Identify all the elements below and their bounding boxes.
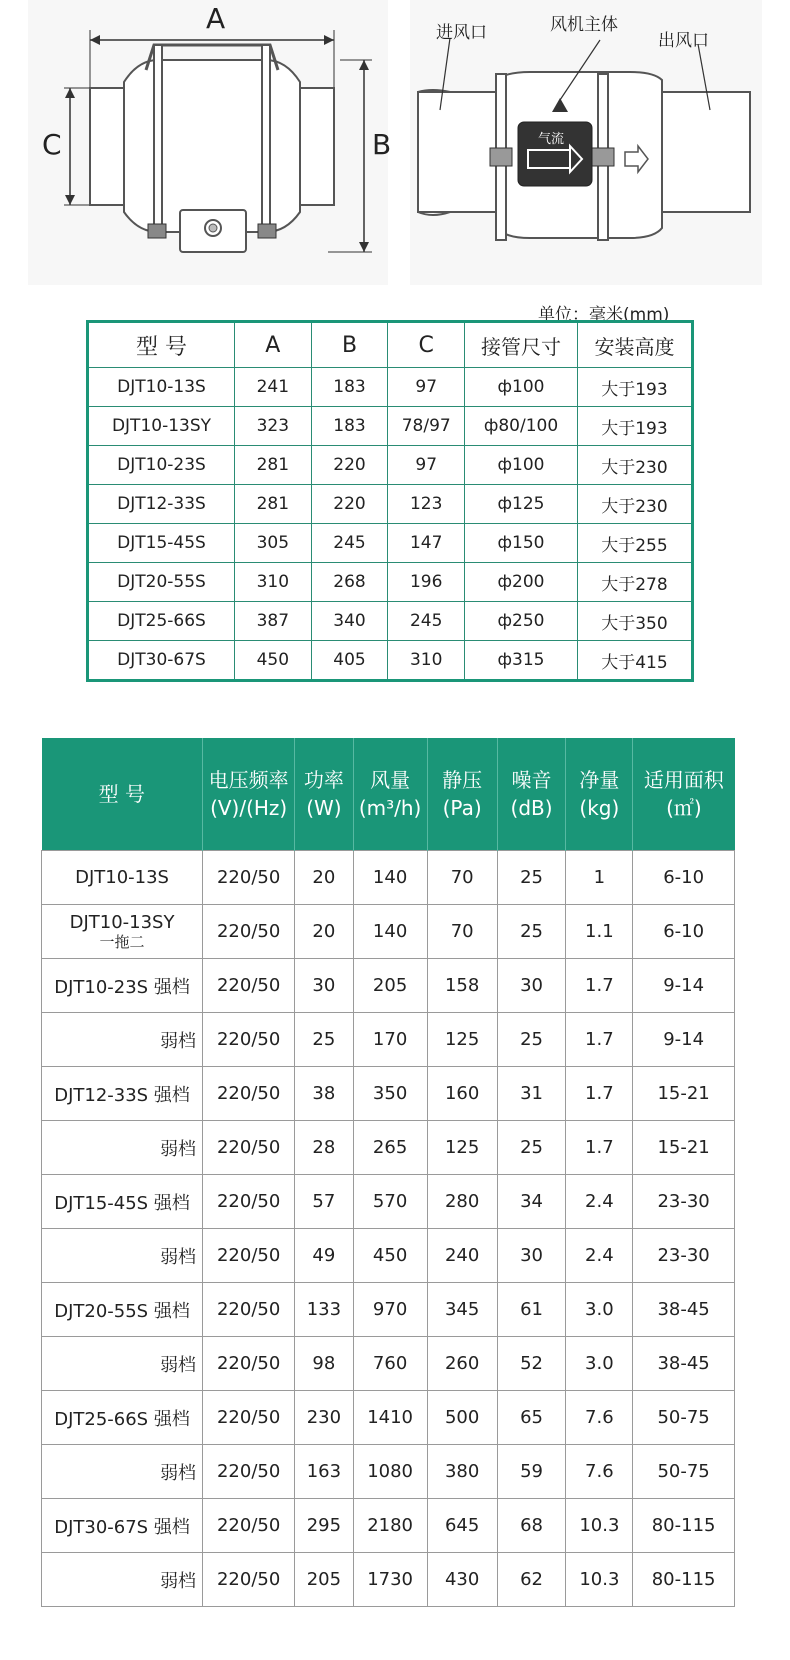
perf-cell-pressure: 160 xyxy=(427,1067,497,1121)
dimension-table-row xyxy=(88,524,693,563)
perf-cell-model xyxy=(42,1499,203,1553)
dim-cell-b: 268 xyxy=(311,563,388,602)
perf-cell-voltage: 220/50 xyxy=(203,1175,295,1229)
perf-cell-model xyxy=(42,1391,203,1445)
perf-cell-model xyxy=(42,851,203,905)
inlet-callout: 进风口 xyxy=(436,23,487,43)
perf-cell-power: 230 xyxy=(295,1391,353,1445)
perf-cell-pressure: 125 xyxy=(427,1121,497,1175)
dim-cell-pipe-size: ф125 xyxy=(465,485,578,524)
fan-body-callout: 风机主体 xyxy=(550,15,618,35)
outlet-callout: 出风口 xyxy=(658,31,709,51)
performance-table-row xyxy=(42,1445,735,1499)
dimension-c-label: C xyxy=(42,128,62,161)
perf-cell-weight: 1.1 xyxy=(566,905,633,959)
dim-cell-b: 183 xyxy=(311,407,388,446)
perf-cell-noise: 62 xyxy=(497,1553,566,1607)
perf-cell-voltage: 220/50 xyxy=(203,1067,295,1121)
perf-cell-airflow: 450 xyxy=(353,1229,427,1283)
perf-cell-area: 50-75 xyxy=(633,1445,735,1499)
perf-cell-airflow: 570 xyxy=(353,1175,427,1229)
dim-cell-pipe-size: ф150 xyxy=(465,524,578,563)
dim-cell-c: 310 xyxy=(388,641,465,681)
dim-cell-install-height: 大于415 xyxy=(577,641,692,681)
perf-cell-pressure: 240 xyxy=(427,1229,497,1283)
perf-cell-area: 50-75 xyxy=(633,1391,735,1445)
perf-cell-airflow: 205 xyxy=(353,959,427,1013)
perf-cell-noise: 25 xyxy=(497,1121,566,1175)
dimension-table-row xyxy=(88,602,693,641)
perf-cell-power: 25 xyxy=(295,1013,353,1067)
dim-cell-c: 147 xyxy=(388,524,465,563)
perf-cell-airflow: 1080 xyxy=(353,1445,427,1499)
model-name: DJT15-45S 强档 xyxy=(54,1192,190,1214)
dim-cell-a: 281 xyxy=(234,446,311,485)
dim-cell-a: 323 xyxy=(234,407,311,446)
dimension-table xyxy=(86,320,694,682)
perf-cell-noise: 34 xyxy=(497,1175,566,1229)
dim-cell-install-height: 大于230 xyxy=(577,446,692,485)
perf-cell-weight: 1.7 xyxy=(566,1067,633,1121)
dim-cell-a: 310 xyxy=(234,563,311,602)
perf-cell-noise: 59 xyxy=(497,1445,566,1499)
dimension-table-row xyxy=(88,563,693,602)
perf-cell-area: 9-14 xyxy=(633,1013,735,1067)
perf-cell-area: 15-21 xyxy=(633,1067,735,1121)
dim-cell-install-height: 大于278 xyxy=(577,563,692,602)
perf-cell-pressure: 430 xyxy=(427,1553,497,1607)
perf-cell-airflow: 760 xyxy=(353,1337,427,1391)
perf-cell-noise: 30 xyxy=(497,959,566,1013)
performance-table-row xyxy=(42,959,735,1013)
perf-cell-area: 23-30 xyxy=(633,1229,735,1283)
dimension-b-label: B xyxy=(372,128,392,161)
perf-cell-voltage: 220/50 xyxy=(203,1013,295,1067)
perf-cell-power: 49 xyxy=(295,1229,353,1283)
perf-cell-pressure: 260 xyxy=(427,1337,497,1391)
dim-cell-install-height: 大于255 xyxy=(577,524,692,563)
perf-cell-area: 9-14 xyxy=(633,959,735,1013)
dim-cell-a: 387 xyxy=(234,602,311,641)
model-name: DJT10-13SY xyxy=(69,912,175,933)
perf-cell-airflow: 970 xyxy=(353,1283,427,1337)
perf-cell-power: 28 xyxy=(295,1121,353,1175)
model-name: 弱档 xyxy=(160,1246,197,1268)
perf-cell-voltage: 220/50 xyxy=(203,1445,295,1499)
perf-cell-weight: 1.7 xyxy=(566,1013,633,1067)
dim-cell-b: 340 xyxy=(311,602,388,641)
perf-cell-model xyxy=(42,1553,203,1607)
unit-note: 单位：毫米(mm) xyxy=(538,305,670,325)
dim-cell-pipe-size: ф100 xyxy=(465,446,578,485)
perf-cell-pressure: 125 xyxy=(427,1013,497,1067)
performance-table-row xyxy=(42,1337,735,1391)
perf-cell-voltage: 220/50 xyxy=(203,1283,295,1337)
perf-cell-power: 20 xyxy=(295,905,353,959)
perf-cell-power: 205 xyxy=(295,1553,353,1607)
airflow-plate-label: 气流 xyxy=(538,132,565,147)
perf-cell-area: 15-21 xyxy=(633,1121,735,1175)
model-name: DJT10-23S 强档 xyxy=(54,976,190,998)
dim-cell-c: 78/97 xyxy=(388,407,465,446)
perf-cell-power: 295 xyxy=(295,1499,353,1553)
dim-cell-a: 450 xyxy=(234,641,311,681)
dim-cell-install-height: 大于193 xyxy=(577,407,692,446)
dimension-table-header xyxy=(88,322,693,368)
perf-cell-pressure: 645 xyxy=(427,1499,497,1553)
perf-cell-voltage: 220/50 xyxy=(203,1391,295,1445)
perf-cell-noise: 61 xyxy=(497,1283,566,1337)
perf-cell-weight: 7.6 xyxy=(566,1445,633,1499)
perf-cell-noise: 52 xyxy=(497,1337,566,1391)
perf-cell-noise: 65 xyxy=(497,1391,566,1445)
perf-cell-noise: 25 xyxy=(497,905,566,959)
perf-cell-model xyxy=(42,1445,203,1499)
header-c: C xyxy=(388,322,465,368)
performance-table-header xyxy=(42,738,735,851)
dimension-table-row xyxy=(88,446,693,485)
perf-cell-area: 38-45 xyxy=(633,1283,735,1337)
model-name: DJT20-55S 强档 xyxy=(54,1300,190,1322)
perf-cell-voltage: 220/50 xyxy=(203,1499,295,1553)
perf-cell-noise: 25 xyxy=(497,1013,566,1067)
dim-cell-install-height: 大于350 xyxy=(577,602,692,641)
perf-cell-weight: 1.7 xyxy=(566,1121,633,1175)
perf-cell-airflow: 2180 xyxy=(353,1499,427,1553)
dim-cell-model: DJT10-13S xyxy=(88,368,235,407)
dim-cell-model: DJT20-55S xyxy=(88,563,235,602)
perf-cell-model xyxy=(42,959,203,1013)
perf-cell-model xyxy=(42,1067,203,1121)
perf-cell-power: 163 xyxy=(295,1445,353,1499)
model-name: 弱档 xyxy=(160,1570,197,1592)
perf-cell-voltage: 220/50 xyxy=(203,851,295,905)
perf-cell-model xyxy=(42,1013,203,1067)
dim-cell-model: DJT10-13SY xyxy=(88,407,235,446)
perf-cell-weight: 3.0 xyxy=(566,1337,633,1391)
model-name: DJT25-66S 强档 xyxy=(54,1408,190,1430)
perf-cell-pressure: 158 xyxy=(427,959,497,1013)
perf-cell-weight: 7.6 xyxy=(566,1391,633,1445)
perf-cell-model xyxy=(42,1229,203,1283)
perf-cell-pressure: 70 xyxy=(427,851,497,905)
perf-cell-airflow: 170 xyxy=(353,1013,427,1067)
header-model: 型 号 xyxy=(88,322,235,368)
model-name: 弱档 xyxy=(160,1354,197,1376)
perf-cell-model xyxy=(42,1283,203,1337)
perf-header-power: 功率 (W) xyxy=(295,738,353,851)
dim-cell-model: DJT30-67S xyxy=(88,641,235,681)
dim-cell-model: DJT15-45S xyxy=(88,524,235,563)
dimension-table-row xyxy=(88,485,693,524)
dim-cell-a: 305 xyxy=(234,524,311,563)
perf-cell-noise: 31 xyxy=(497,1067,566,1121)
performance-table-row xyxy=(42,1553,735,1607)
perf-cell-weight: 1.7 xyxy=(566,959,633,1013)
perf-cell-pressure: 280 xyxy=(427,1175,497,1229)
perf-cell-model xyxy=(42,1175,203,1229)
model-name: 弱档 xyxy=(160,1462,197,1484)
perf-cell-airflow: 1410 xyxy=(353,1391,427,1445)
model-name: 弱档 xyxy=(160,1138,197,1160)
perf-cell-noise: 68 xyxy=(497,1499,566,1553)
perf-cell-area: 6-10 xyxy=(633,905,735,959)
model-name: DJT10-13S xyxy=(75,867,169,888)
header-a: A xyxy=(234,322,311,368)
dim-cell-pipe-size: ф200 xyxy=(465,563,578,602)
perf-cell-noise: 30 xyxy=(497,1229,566,1283)
perf-header-pressure: 静压 (Pa) xyxy=(427,738,497,851)
perf-cell-airflow: 140 xyxy=(353,905,427,959)
perf-cell-model xyxy=(42,1337,203,1391)
dim-cell-a: 241 xyxy=(234,368,311,407)
performance-table-row xyxy=(42,851,735,905)
perf-cell-voltage: 220/50 xyxy=(203,959,295,1013)
dim-cell-b: 405 xyxy=(311,641,388,681)
perf-cell-voltage: 220/50 xyxy=(203,1229,295,1283)
perf-cell-model xyxy=(42,1121,203,1175)
perf-cell-power: 30 xyxy=(295,959,353,1013)
dim-cell-pipe-size: ф100 xyxy=(465,368,578,407)
perf-header-noise: 噪音 (dB) xyxy=(497,738,566,851)
perf-cell-power: 133 xyxy=(295,1283,353,1337)
dimension-a-label: A xyxy=(206,2,226,35)
perf-cell-weight: 2.4 xyxy=(566,1175,633,1229)
perf-cell-airflow: 1730 xyxy=(353,1553,427,1607)
dim-cell-c: 97 xyxy=(388,368,465,407)
perf-cell-power: 20 xyxy=(295,851,353,905)
perf-cell-power: 57 xyxy=(295,1175,353,1229)
dim-cell-b: 183 xyxy=(311,368,388,407)
perf-cell-power: 98 xyxy=(295,1337,353,1391)
perf-cell-noise: 25 xyxy=(497,851,566,905)
perf-cell-voltage: 220/50 xyxy=(203,1553,295,1607)
performance-table-row xyxy=(42,1175,735,1229)
dim-cell-install-height: 大于193 xyxy=(577,368,692,407)
header-install-height: 安装高度 xyxy=(577,322,692,368)
dim-cell-b: 220 xyxy=(311,485,388,524)
performance-table-row xyxy=(42,1229,735,1283)
model-subtitle: 一拖二 xyxy=(99,933,145,951)
perf-cell-area: 38-45 xyxy=(633,1337,735,1391)
dim-cell-b: 220 xyxy=(311,446,388,485)
perf-cell-weight: 3.0 xyxy=(566,1283,633,1337)
perf-cell-pressure: 70 xyxy=(427,905,497,959)
dimension-table-row xyxy=(88,407,693,446)
dim-cell-c: 245 xyxy=(388,602,465,641)
perf-cell-weight: 10.3 xyxy=(566,1553,633,1607)
dim-cell-pipe-size: ф80/100 xyxy=(465,407,578,446)
fan-dimension-drawing xyxy=(28,0,388,285)
performance-table-row xyxy=(42,1391,735,1445)
model-name: DJT12-33S 强档 xyxy=(54,1084,190,1106)
perf-cell-voltage: 220/50 xyxy=(203,1121,295,1175)
dim-cell-c: 97 xyxy=(388,446,465,485)
performance-table-row xyxy=(42,1013,735,1067)
performance-table xyxy=(41,738,735,1607)
perf-cell-voltage: 220/50 xyxy=(203,905,295,959)
dim-cell-model: DJT10-23S xyxy=(88,446,235,485)
dim-cell-pipe-size: ф250 xyxy=(465,602,578,641)
perf-cell-area: 6-10 xyxy=(633,851,735,905)
dim-cell-b: 245 xyxy=(311,524,388,563)
perf-cell-weight: 1 xyxy=(566,851,633,905)
performance-table-row xyxy=(42,1121,735,1175)
perf-header-weight: 净量 (kg) xyxy=(566,738,633,851)
dim-cell-c: 123 xyxy=(388,485,465,524)
dimension-table-row xyxy=(88,368,693,407)
perf-cell-pressure: 345 xyxy=(427,1283,497,1337)
perf-cell-weight: 2.4 xyxy=(566,1229,633,1283)
fan-side-view-diagram xyxy=(410,0,762,285)
dimension-table-row xyxy=(88,641,693,681)
header-b: B xyxy=(311,322,388,368)
performance-table-row xyxy=(42,905,735,959)
header-pipe-size: 接管尺寸 xyxy=(465,322,578,368)
perf-cell-power: 38 xyxy=(295,1067,353,1121)
dim-cell-model: DJT25-66S xyxy=(88,602,235,641)
dim-cell-pipe-size: ф315 xyxy=(465,641,578,681)
dim-cell-install-height: 大于230 xyxy=(577,485,692,524)
perf-cell-pressure: 500 xyxy=(427,1391,497,1445)
performance-table-row xyxy=(42,1067,735,1121)
perf-header-model: 型 号 xyxy=(42,738,203,851)
perf-header-airflow: 风量 (m³/h) xyxy=(353,738,427,851)
perf-cell-airflow: 350 xyxy=(353,1067,427,1121)
dim-cell-a: 281 xyxy=(234,485,311,524)
perf-cell-airflow: 140 xyxy=(353,851,427,905)
perf-cell-area: 80-115 xyxy=(633,1553,735,1607)
perf-cell-pressure: 380 xyxy=(427,1445,497,1499)
perf-header-voltage: 电压频率 (V)/(Hz) xyxy=(203,738,295,851)
model-name: 弱档 xyxy=(160,1030,197,1052)
perf-cell-weight: 10.3 xyxy=(566,1499,633,1553)
model-name: DJT30-67S 强档 xyxy=(54,1516,190,1538)
fan-dimension-diagram xyxy=(28,0,392,285)
dim-cell-model: DJT12-33S xyxy=(88,485,235,524)
performance-table-row xyxy=(42,1499,735,1553)
perf-cell-voltage: 220/50 xyxy=(203,1337,295,1391)
dim-cell-c: 196 xyxy=(388,563,465,602)
perf-header-area: 适用面积 (㎡) xyxy=(633,738,735,851)
performance-table-row xyxy=(42,1283,735,1337)
perf-cell-airflow: 265 xyxy=(353,1121,427,1175)
perf-cell-area: 80-115 xyxy=(633,1499,735,1553)
perf-cell-model xyxy=(42,905,203,959)
perf-cell-area: 23-30 xyxy=(633,1175,735,1229)
